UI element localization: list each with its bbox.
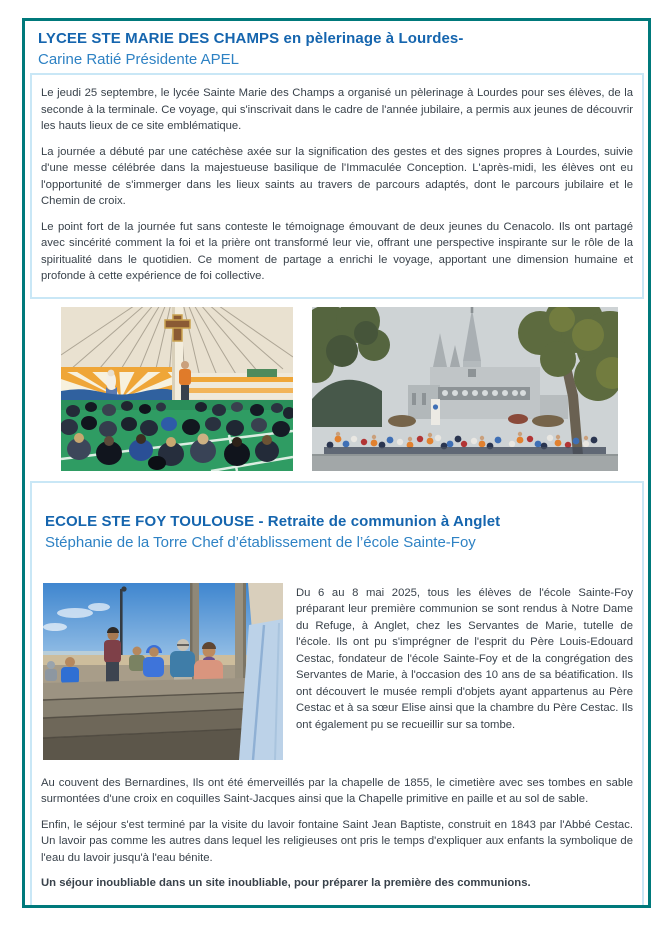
photo-tent-catechesis — [61, 307, 293, 471]
article-anglet-title: ECOLE STE FOY TOULOUSE - Retraite de communion à Anglet — [45, 512, 501, 530]
photo-anglet-steps — [43, 583, 283, 760]
article-anglet-textbox — [30, 481, 644, 909]
photo-basilica-group — [312, 307, 618, 471]
article-anglet-author: Stéphanie de la Torre Chef d’établissement de l’école Sainte-Foy — [45, 533, 476, 551]
photo-row — [61, 307, 648, 471]
page-frame — [22, 18, 651, 908]
article-lourdes-title: LYCEE STE MARIE DES CHAMPS en pèlerinage à Lourdes- — [38, 30, 464, 47]
article-lourdes-paragraph-1: Le jeudi 25 septembre, le lycée Sainte Marie des Champs a organisé un pèlerinage à Lourdes pour ses élèves, de la seconde à la terminale. Ce voyage, qui s'inscrivait dans le cadre de l'année jubilaire, a permis aux jeunes de découvrir les hauts lieux de ce site emblématique. — [41, 87, 633, 132]
article-anglet-lead-paragraph: Du 6 au 8 mai 2025, tous les élèves de l'école Sainte-Foy préparant leur première communion se sont rendus à Notre Dame du Refuge, à Anglet, chez les Servantes de Marie, tutelle de l'école. Ils ont pu s'imprégner de l'esprit du Père Louis-Edouard Cestac, fondateur de l'école Sainte-Foy et de la congrégation des Servantes de Marie, à l'occasion des 10 ans de sa béatification. Ils ont découvert le musée rempli d'objets ayant appartenus au Père Cestac et à sa sœur Elise ainsi que la chambre du Père Cestac. Ils ont également pu se recueillir sur sa tombe. — [296, 586, 633, 731]
article-lourdes-paragraph-2: La journée a débuté par une catéchèse axée sur la signification des gestes et des signes propres à Lourdes, suivie d'une messe célébrée dans la majestueuse basilique de l'Immaculée Conception. L'après-midi, les élèves ont eu l'opportunité de s'immerger dans les lieux saints au travers de parcours adaptés, dont le parcours jubilaire et le Chemin de croix. — [41, 145, 633, 207]
article-anglet-paragraph-3: Enfin, le séjour s'est terminé par la visite du lavoir fontaine Saint Jean Baptiste, construit en 1843 par l'Abbé Cestac. Un lavoir pas comme les autres dans lequel les religieuses ont pris le temps d'expliquer aux enfants la symbolique de l'eau du lavoir jusqu'à l'eau bénite. — [41, 818, 633, 864]
article-anglet-paragraph-2: Au couvent des Bernardines, Ils ont été émerveillés par la chapelle de 1855, le cimetière avec ses tombes en sable surmontées d'une croix en coquilles Saint-Jacques ainsi que la Chapelle primitive en paille et au sol de sable. — [41, 776, 633, 805]
article-lourdes-author: Carine Ratié Présidente APEL — [38, 51, 239, 68]
article-lourdes-textbox — [30, 73, 644, 299]
article-anglet-closing-statement: Un séjour inoubliable dans un site inoubliable, pour préparer la première des communions. — [41, 877, 531, 889]
article-lourdes-paragraph-3: Le point fort de la journée fut sans conteste le témoignage émouvant de deux jeunes du Cenacolo. Ils ont partagé avec sincérité comment la foi et la prière ont transformé leur vie, offrant une perspective inspirante sur le rôle de la spiritualité dans le quotidien. Ce moment de partage a enrichi le voyage, apportant une dimension humaine et profonde à cette expérience de foi collective. — [41, 220, 633, 282]
